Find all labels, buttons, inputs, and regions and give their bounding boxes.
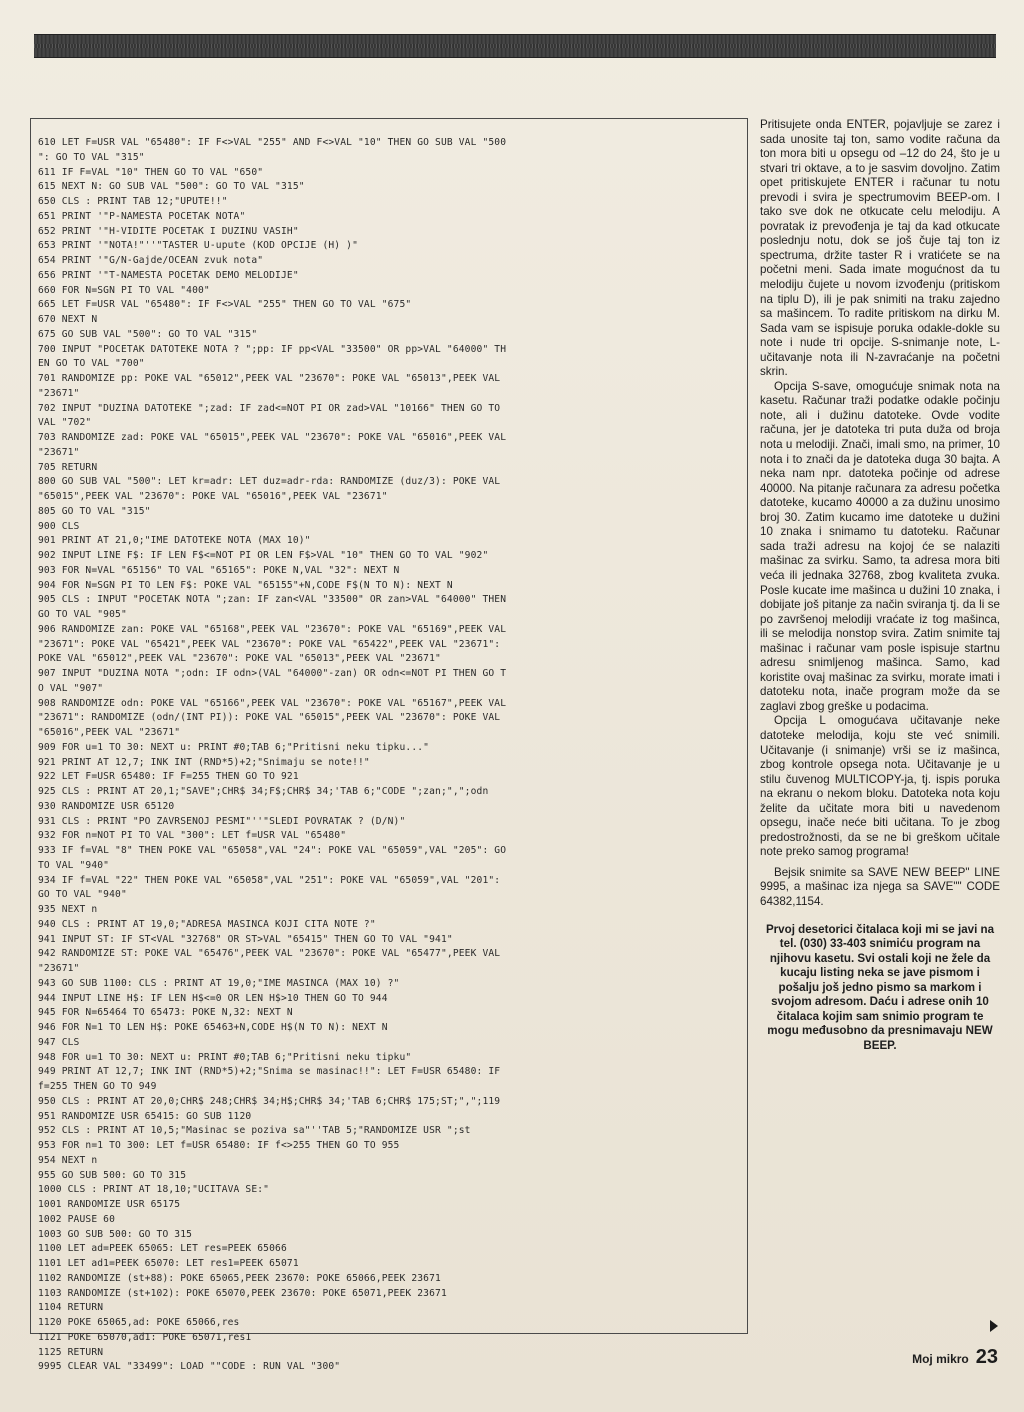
magazine-name: Moj mikro [912,1352,969,1366]
page-number: 23 [975,1346,998,1368]
code-line: 701 RANDOMIZE pp: POKE VAL "65012",PEEK VAL "23670": POKE VAL "65013",PEEK VAL [38,373,501,384]
code-line: 954 NEXT n [38,1154,98,1166]
code-line: 907 INPUT "DUZINA NOTA ";odn: IF odn>(VAL "64000"-zan) OR odn<=NOT PI THEN GO T [38,668,507,679]
article-paragraph-4: Bejsik snimite sa SAVE NEW BEEP" LINE 9995, a mašinac iza njega sa SAVE"" CODE 64382,1154. [760,865,1000,908]
code-line: 1100 LET ad=PEEK 65065: LET res=PEEK 65066 [38,1243,287,1255]
code-line: "23671": RANDOMIZE (odn/(INT PI)): POKE VAL "65015",PEEK VAL "23670": POKE VAL [38,712,501,724]
code-line: 610 LET F=USR VAL "65480": IF F<>VAL "255" AND F<>VAL "10" THEN GO SUB VAL "500 [38,137,507,148]
code-line: VAL "702" [38,417,92,429]
code-line: 9995 CLEAR VAL "33499": LOAD ""CODE : RUN VAL "300" [38,1361,341,1373]
code-line: 705 RETURN [38,461,98,473]
code-line: POKE VAL "65012",PEEK VAL "23670": POKE VAL "65013",PEEK VAL "23671" [38,653,441,665]
code-line: 1002 PAUSE 60 [38,1213,116,1225]
code-line: 946 FOR N=1 TO LEN H$: POKE 65463+N,CODE H$(N TO N): NEXT N [38,1022,388,1033]
code-line: 1102 RANDOMIZE (st+88): POKE 65065,PEEK 23670: POKE 65066,PEEK 23671 [38,1272,441,1284]
code-line: 952 CLS : PRINT AT 10,5;"Masinac se poziva sa"''TAB 5;"RANDOMIZE USR ";st [38,1125,471,1137]
code-line: 660 FOR N=SGN PI TO VAL "400" [38,284,210,296]
code-line: 925 CLS : PRINT AT 20,1;"SAVE";CHR$ 34;F$;CHR$ 34;'TAB 6;"CODE ";zan;",";odn [38,786,489,797]
code-line: 654 PRINT '"G/N-Gajde/OCEAN zvuk nota" [38,255,264,266]
code-line: 909 FOR u=1 TO 30: NEXT u: PRINT #0;TAB 6;"Pritisni neku tipku..." [38,741,430,753]
code-line: 651 PRINT '"P-NAMESTA POCETAK NOTA" [38,210,246,222]
code-line: 656 PRINT '"T-NAMESTA POCETAK DEMO MELODIJE" [38,269,299,281]
code-line: 1003 GO SUB 500: GO TO 315 [38,1228,193,1240]
code-line: 902 INPUT LINE F$: IF LEN F$<=NOT PI OR LEN F$>VAL "10" THEN GO TO VAL "902" [38,550,489,561]
code-line: 1101 LET ad1=PEEK 65070: LET res1=PEEK 65071 [38,1258,299,1269]
code-line: 934 IF f=VAL "22" THEN POKE VAL "65058",VAL "251": POKE VAL "65059",VAL "201": [38,874,501,886]
code-line: 933 IF f=VAL "8" THEN POKE VAL "65058",VAL "24": POKE VAL "65059",VAL "205": GO [38,845,507,856]
code-line: 670 NEXT N [38,314,98,325]
code-line: 1103 RANDOMIZE (st+102): POKE 65070,PEEK 23670: POKE 65071,PEEK 23671 [38,1287,447,1299]
code-line: ": GO TO VAL "315" [38,151,145,163]
code-line: 951 RANDOMIZE USR 65415: GO SUB 1120 [38,1110,252,1122]
code-line: 702 INPUT "DUZINA DATOTEKE ";zad: IF zad<=NOT PI OR zad>VAL "10166" THEN GO TO [38,402,501,414]
code-line: 944 INPUT LINE H$: IF LEN H$<=0 OR LEN H$>10 THEN GO TO 944 [38,992,388,1004]
code-line: f=255 THEN GO TO 949 [38,1081,157,1092]
article-paragraph-1: Pritisujete onda ENTER, pojavljuje se zarez i sada unosite taj ton, samo vodite računa da ton mora biti u opsegu od –12 do 24, što je u stvari tri oktave, a to je sasvim dovoljno. Zatim opet pritiskujete ENTER i računar tu notu prevodi i svira je spectrumovim BEEP-om. I tako sve dok ne otkucate celu melodiju. A povratak iz prevođenja je taj da kad otkucate poslednju notu, dok se još čuje taj ton iz spectruma, držite taster R i vratićete se na početni meni. Sada imate mogućnost da tu melodiju čujete u novom izvođenju (pritiskom na tiplu D), ili je pak snimiti na traku zajedno sa mašincem. To radite pritiskom na dirku M. Sada vam se ispisuje poruka odakle-dokle su note i nude tri opcije. S-snimanje note, L-učitavanje nota ili N-zavraćanje na početni skrin. [760,118,1000,379]
code-line: "23671" [38,446,80,458]
code-line: 900 CLS [38,520,80,532]
code-line: 1120 POKE 65065,ad: POKE 65066,res [38,1317,240,1328]
code-line: 665 LET F=USR VAL "65480": IF F<>VAL "255" THEN GO TO VAL "675" [38,299,412,311]
code-line: "65015",PEEK VAL "23670": POKE VAL "65016",PEEK VAL "23671" [38,491,388,502]
code-line: EN GO TO VAL "700" [38,358,145,370]
code-line: 953 FOR n=1 TO 300: LET f=USR 65480: IF f<>255 THEN GO TO 955 [38,1140,400,1151]
code-line: 935 NEXT n [38,904,98,915]
code-line: 942 RANDOMIZE ST: POKE VAL "65476",PEEK VAL "23670": POKE VAL "65477",PEEK VAL [38,948,501,960]
section-ghost-title [420,58,600,76]
code-line: 940 CLS : PRINT AT 19,0;"ADRESA MASINCA KOJI CITA NOTE ?" [38,918,376,930]
code-line: GO TO VAL "905" [38,609,127,620]
code-line: 943 GO SUB 1100: CLS : PRINT AT 19,0;"IME MASINCA (MAX 10) ?" [38,977,400,989]
code-line: 931 CLS : PRINT "PO ZAVRSENOJ PESMI"''"SLEDI POVRATAK ? (D/N)" [38,815,406,827]
code-line: 903 FOR N=VAL "65156" TO VAL "65165": POKE N,VAL "32": NEXT N [38,564,400,576]
code-line: 908 RANDOMIZE odn: POKE VAL "65166",PEEK VAL "23670": POKE VAL "65167",PEEK VAL [38,697,507,709]
article-column [760,118,1000,1053]
code-line: "23671" [38,387,80,399]
article-paragraph-3: Opcija L omogućava učitavanje neke datoteke melodija, koju ste već snimili. Učitavanje (i snimanje) vrši se iz mašinca, zbog kontrole opsega nota. Učitavanje je u stilu čuvenog MULTICOPY-ja, tj. ispis poruka na ekranu o nekom bloku. Datoteka nota koju želite da učitate mora biti u navedenom opsegu, inače neće biti učitana. To je zbog predostrožnosti, da se ne bi greškom učitale note preko samog programa! [760,714,1000,859]
code-line: 615 NEXT N: GO SUB VAL "500": GO TO VAL "315" [38,181,305,193]
code-line: "65016",PEEK VAL "23671" [38,727,181,738]
code-line: 703 RANDOMIZE zad: POKE VAL "65015",PEEK VAL "23670": POKE VAL "65016",PEEK VAL [38,432,507,443]
continue-arrow-icon [989,1319,999,1333]
code-line: 948 FOR u=1 TO 30: NEXT u: PRINT #0;TAB 6;"Pritisni neku tipku" [38,1051,412,1063]
article-paragraph-2: Opcija S-save, omogućuje snimak nota na kasetu. Računar traži podatke odakle počinju note, ali i dužinu datoteke. Ovde vodite računa, jer je datoteka tri puta duža od broja nota u melodiji. Znači, imali smo, na primer, 10 nota i to znači da je datoteka duga 30 bajta. A neka nam npr. datoteka počinje od adrese 40000. Na pitanje računara za adresu početka datoteke, kucamo 40000 a za dužinu unosimo broj 30. Zatim kucamo ime datoteke u dužini 10 znaka i snimamo tu datoteku. Računar sada traži adresu na kojoj će se nalaziti mašinac za svirku. Samo, ta adresa mora biti veća ili jednaka 32768, zbog kvaliteta zvuka. Posle kucate ime mašinca u dužini 10 znaka, i dobijate još pitanje za način sviranja tj. da li se po završenoj melodiji vraćate iz tog mašinca, ili se melodija nonstop svira. Zatim snimite taj mašinac i računar vam posle ispisuje startnu adresu snimljenog mašinca. Samo, kad koristite ovaj mašinac za svirku, morate imati i datoteku nota, inače program može da se zaglavi zbog greške u podacima. [760,379,1000,713]
code-line: 921 PRINT AT 12,7; INK INT (RND*5)+2;"Snimaju se note!!" [38,756,370,768]
basic-listing [38,136,744,1375]
code-line: 805 GO TO VAL "315" [38,505,151,517]
code-line: 941 INPUT ST: IF ST<VAL "32768" OR ST>VAL "65415" THEN GO TO VAL "941" [38,933,453,945]
code-line: 611 IF F=VAL "10" THEN GO TO VAL "650" [38,166,264,178]
code-line: 901 PRINT AT 21,0;"IME DATOTEKE NOTA (MAX 10)" [38,535,311,547]
code-line: 905 CLS : INPUT "POCETAK NOTA ";zan: IF zan<VAL "33500" OR zan>VAL "64000" THEN [38,594,507,606]
code-line: 950 CLS : PRINT AT 20,0;CHR$ 248;CHR$ 34;H$;CHR$ 34;'TAB 6;CHR$ 175;ST;",";119 [38,1095,501,1107]
article-paragraph-5: Prvoj desetorici čitalaca koji mi se javi na tel. (030) 33-403 snimiću program na njihovu kasetu. Svi ostali koji ne žele da kucaju listing neka se jave pismom i pošalju još jedno pismo sa markom i svojom adresom. Daću i adrese onih 10 čitalaca kojim sam snimio program te mogu međusobno da presnimavaju NEW BEEP. [765,922,995,1052]
code-line: 904 FOR N=SGN PI TO LEN F$: POKE VAL "65155"+N,CODE F$(N TO N): NEXT N [38,579,453,591]
code-line: 945 FOR N=65464 TO 65473: POKE N,32: NEXT N [38,1007,293,1019]
code-line: 949 PRINT AT 12,7; INK INT (RND*5)+2;"Snima se masinac!!": LET F=USR 65480: IF [38,1066,501,1078]
code-line: 955 GO SUB 500: GO TO 315 [38,1169,187,1181]
code-line: 675 GO SUB VAL "500": GO TO VAL "315" [38,328,258,340]
code-line: 906 RANDOMIZE zan: POKE VAL "65168",PEEK VAL "23670": POKE VAL "65169",PEEK VAL [38,623,507,635]
code-line: 932 FOR n=NOT PI TO VAL "300": LET f=USR VAL "65480" [38,830,347,842]
code-line: "23671": POKE VAL "65421",PEEK VAL "23670": POKE VAL "65422",PEEK VAL "23671": [38,638,501,650]
code-line: 1125 RETURN [38,1346,104,1358]
code-line: 652 PRINT '"H-VIDITE POCETAK I DUZINU VASIH" [38,225,299,237]
page-footer [898,1346,998,1372]
code-line: 700 INPUT "POCETAK DATOTEKE NOTA ? ";pp: IF pp<VAL "33500" OR pp>VAL "64000" TH [38,343,507,355]
header-band [34,34,996,58]
code-line: 800 GO SUB VAL "500": LET kr=adr: LET duz=adr-rda: RANDOMIZE (duz/3): POKE VAL [38,476,501,488]
code-line: GO TO VAL "940" [38,889,127,901]
code-line: 930 RANDOMIZE USR 65120 [38,800,175,812]
code-line: 650 CLS : PRINT TAB 12;"UPUTE!!" [38,196,228,207]
code-line: 653 PRINT '"NOTA!"''"TASTER U-upute (KOD OPCIJE (H) )" [38,240,358,252]
code-line: "23671" [38,963,80,974]
code-line: 922 LET F=USR 65480: IF F=255 THEN GO TO 921 [38,771,299,783]
code-line: 1000 CLS : PRINT AT 18,10;"UCITAVA SE:" [38,1184,270,1196]
code-line: 1104 RETURN [38,1302,104,1314]
code-line: 947 CLS [38,1036,80,1048]
code-line: O VAL "907" [38,682,104,694]
code-line: 1121 POKE 65070,ad1: POKE 65071,res1 [38,1331,252,1343]
code-line: TO VAL "940" [38,859,110,871]
code-line: 1001 RANDOMIZE USR 65175 [38,1199,181,1210]
